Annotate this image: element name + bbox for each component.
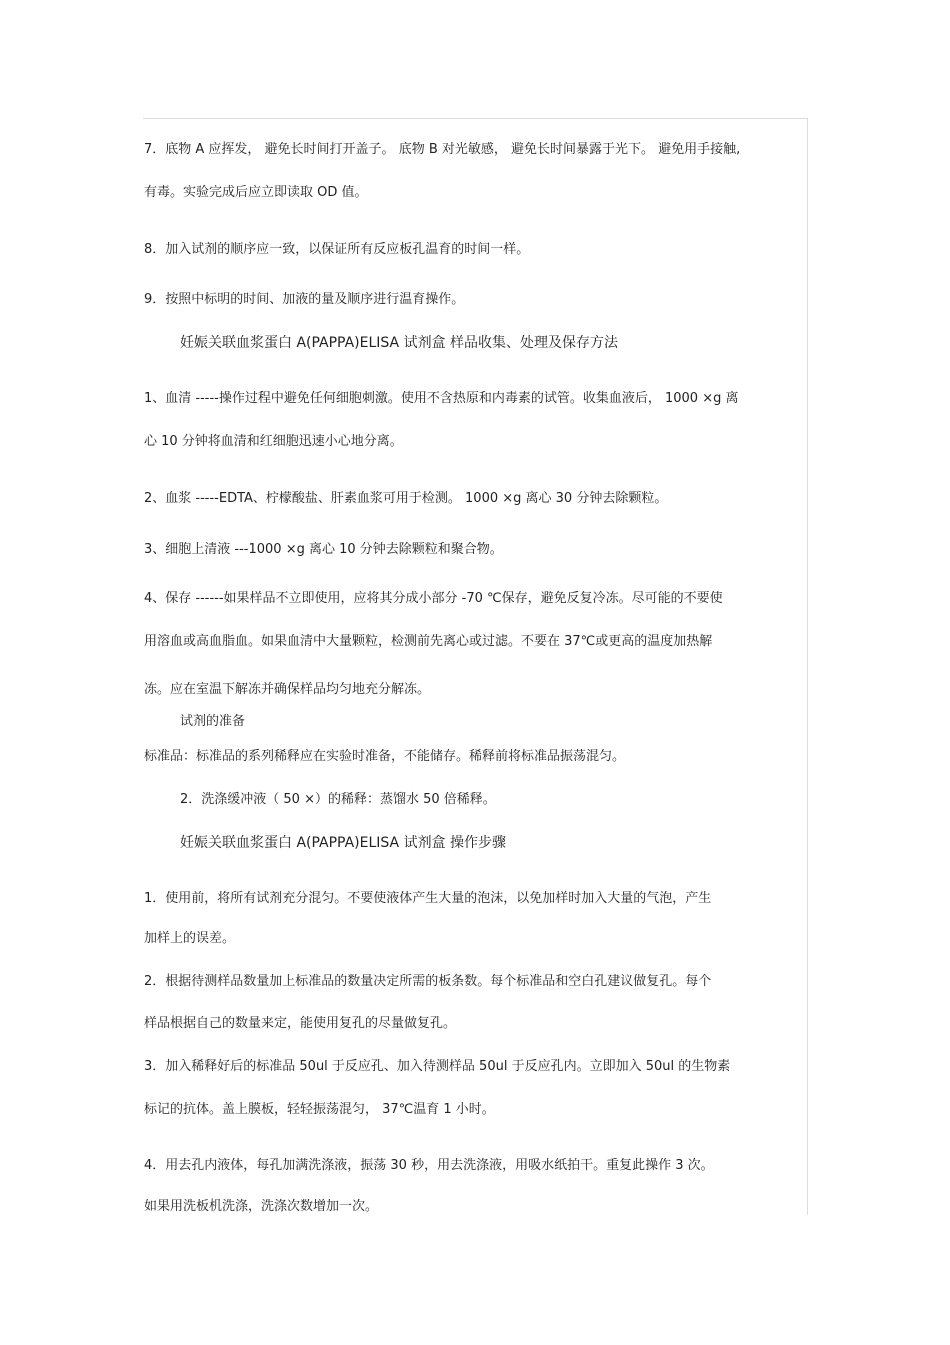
section-heading: 试剂的准备 [180, 714, 246, 729]
text-line: 如果用洗板机洗涤，洗涤次数增加一次。 [144, 1199, 379, 1214]
text-line: 9．按照中标明的时间、加液的量及顺序进行温育操作。 [144, 292, 465, 307]
page-border [143, 118, 808, 1215]
text-line: 加样上的误差。 [144, 931, 236, 946]
text-line: 2．洗涤缓冲液（ 50 ×）的稀释：蒸馏水 50 倍稀释。 [180, 792, 496, 807]
text-line: 1．使用前，将所有试剂充分混匀。不要使液体产生大量的泡沫，以免加样时加入大量的气泡，产生 [144, 891, 712, 906]
text-line: 心 10 分钟将血清和红细胞迅速小心地分离。 [144, 434, 403, 449]
text-line: 8．加入试剂的顺序应一致，以保证所有反应板孔温育的时间一样。 [144, 242, 530, 257]
text-line: 4、保存 ------如果样品不立即使用，应将其分成小部分 -70 ℃保存，避免反复冷冻。尽可能的不要使 [144, 591, 723, 606]
text-line: 1、血清 -----操作过程中避免任何细胞刺激。使用不含热原和内毒素的试管。收集血液后， 1000 ×g 离 [144, 391, 739, 406]
text-line: 用溶血或高血脂血。如果血清中大量颗粒，检测前先离心或过滤。不要在 37℃或更高的温度加热解 [144, 634, 713, 649]
text-line: 4．用去孔内液体，每孔加满洗涤液，振荡 30 秒，用去洗涤液，用吸水纸拍干。重复此操作 3 次。 [144, 1158, 714, 1173]
text-line: 样品根据自己的数量来定，能使用复孔的尽量做复孔。 [144, 1016, 457, 1031]
text-line: 3．加入稀释好后的标准品 50ul 于反应孔、加入待测样品 50ul 于反应孔内。立即加入 50ul 的生物素 [144, 1059, 731, 1074]
section-heading: 妊娠关联血浆蛋白 A(PAPPA)ELISA 试剂盒 样品收集、处理及保存方法 [180, 335, 619, 351]
text-line: 标准品：标准品的系列稀释应在实验时准备，不能储存。稀释前将标准品振荡混匀。 [144, 749, 626, 764]
section-heading: 妊娠关联血浆蛋白 A(PAPPA)ELISA 试剂盒 操作步骤 [180, 835, 507, 851]
text-line: 有毒。实验完成后应立即读取 OD 值。 [144, 185, 368, 200]
text-line: 2．根据待测样品数量加上标准品的数量决定所需的板条数。每个标准品和空白孔建议做复孔。每个 [144, 974, 712, 989]
text-line: 7．底物 A 应挥发， 避免长时间打开盖子。 底物 B 对光敏感， 避免长时间暴露于光下。 避免用手接触, [144, 142, 741, 157]
text-line: 2、血浆 -----EDTA、柠檬酸盐、肝素血浆可用于检测。 1000 ×g 离心 30 分钟去除颗粒。 [144, 491, 668, 506]
text-line: 3、细胞上清液 ---1000 ×g 离心 10 分钟去除颗粒和聚合物。 [144, 542, 503, 557]
text-line: 标记的抗体。盖上膜板，轻轻振荡混匀， 37℃温育 1 小时。 [144, 1102, 495, 1117]
text-line: 冻。应在室温下解冻并确保样品均匀地充分解冻。 [144, 682, 431, 697]
